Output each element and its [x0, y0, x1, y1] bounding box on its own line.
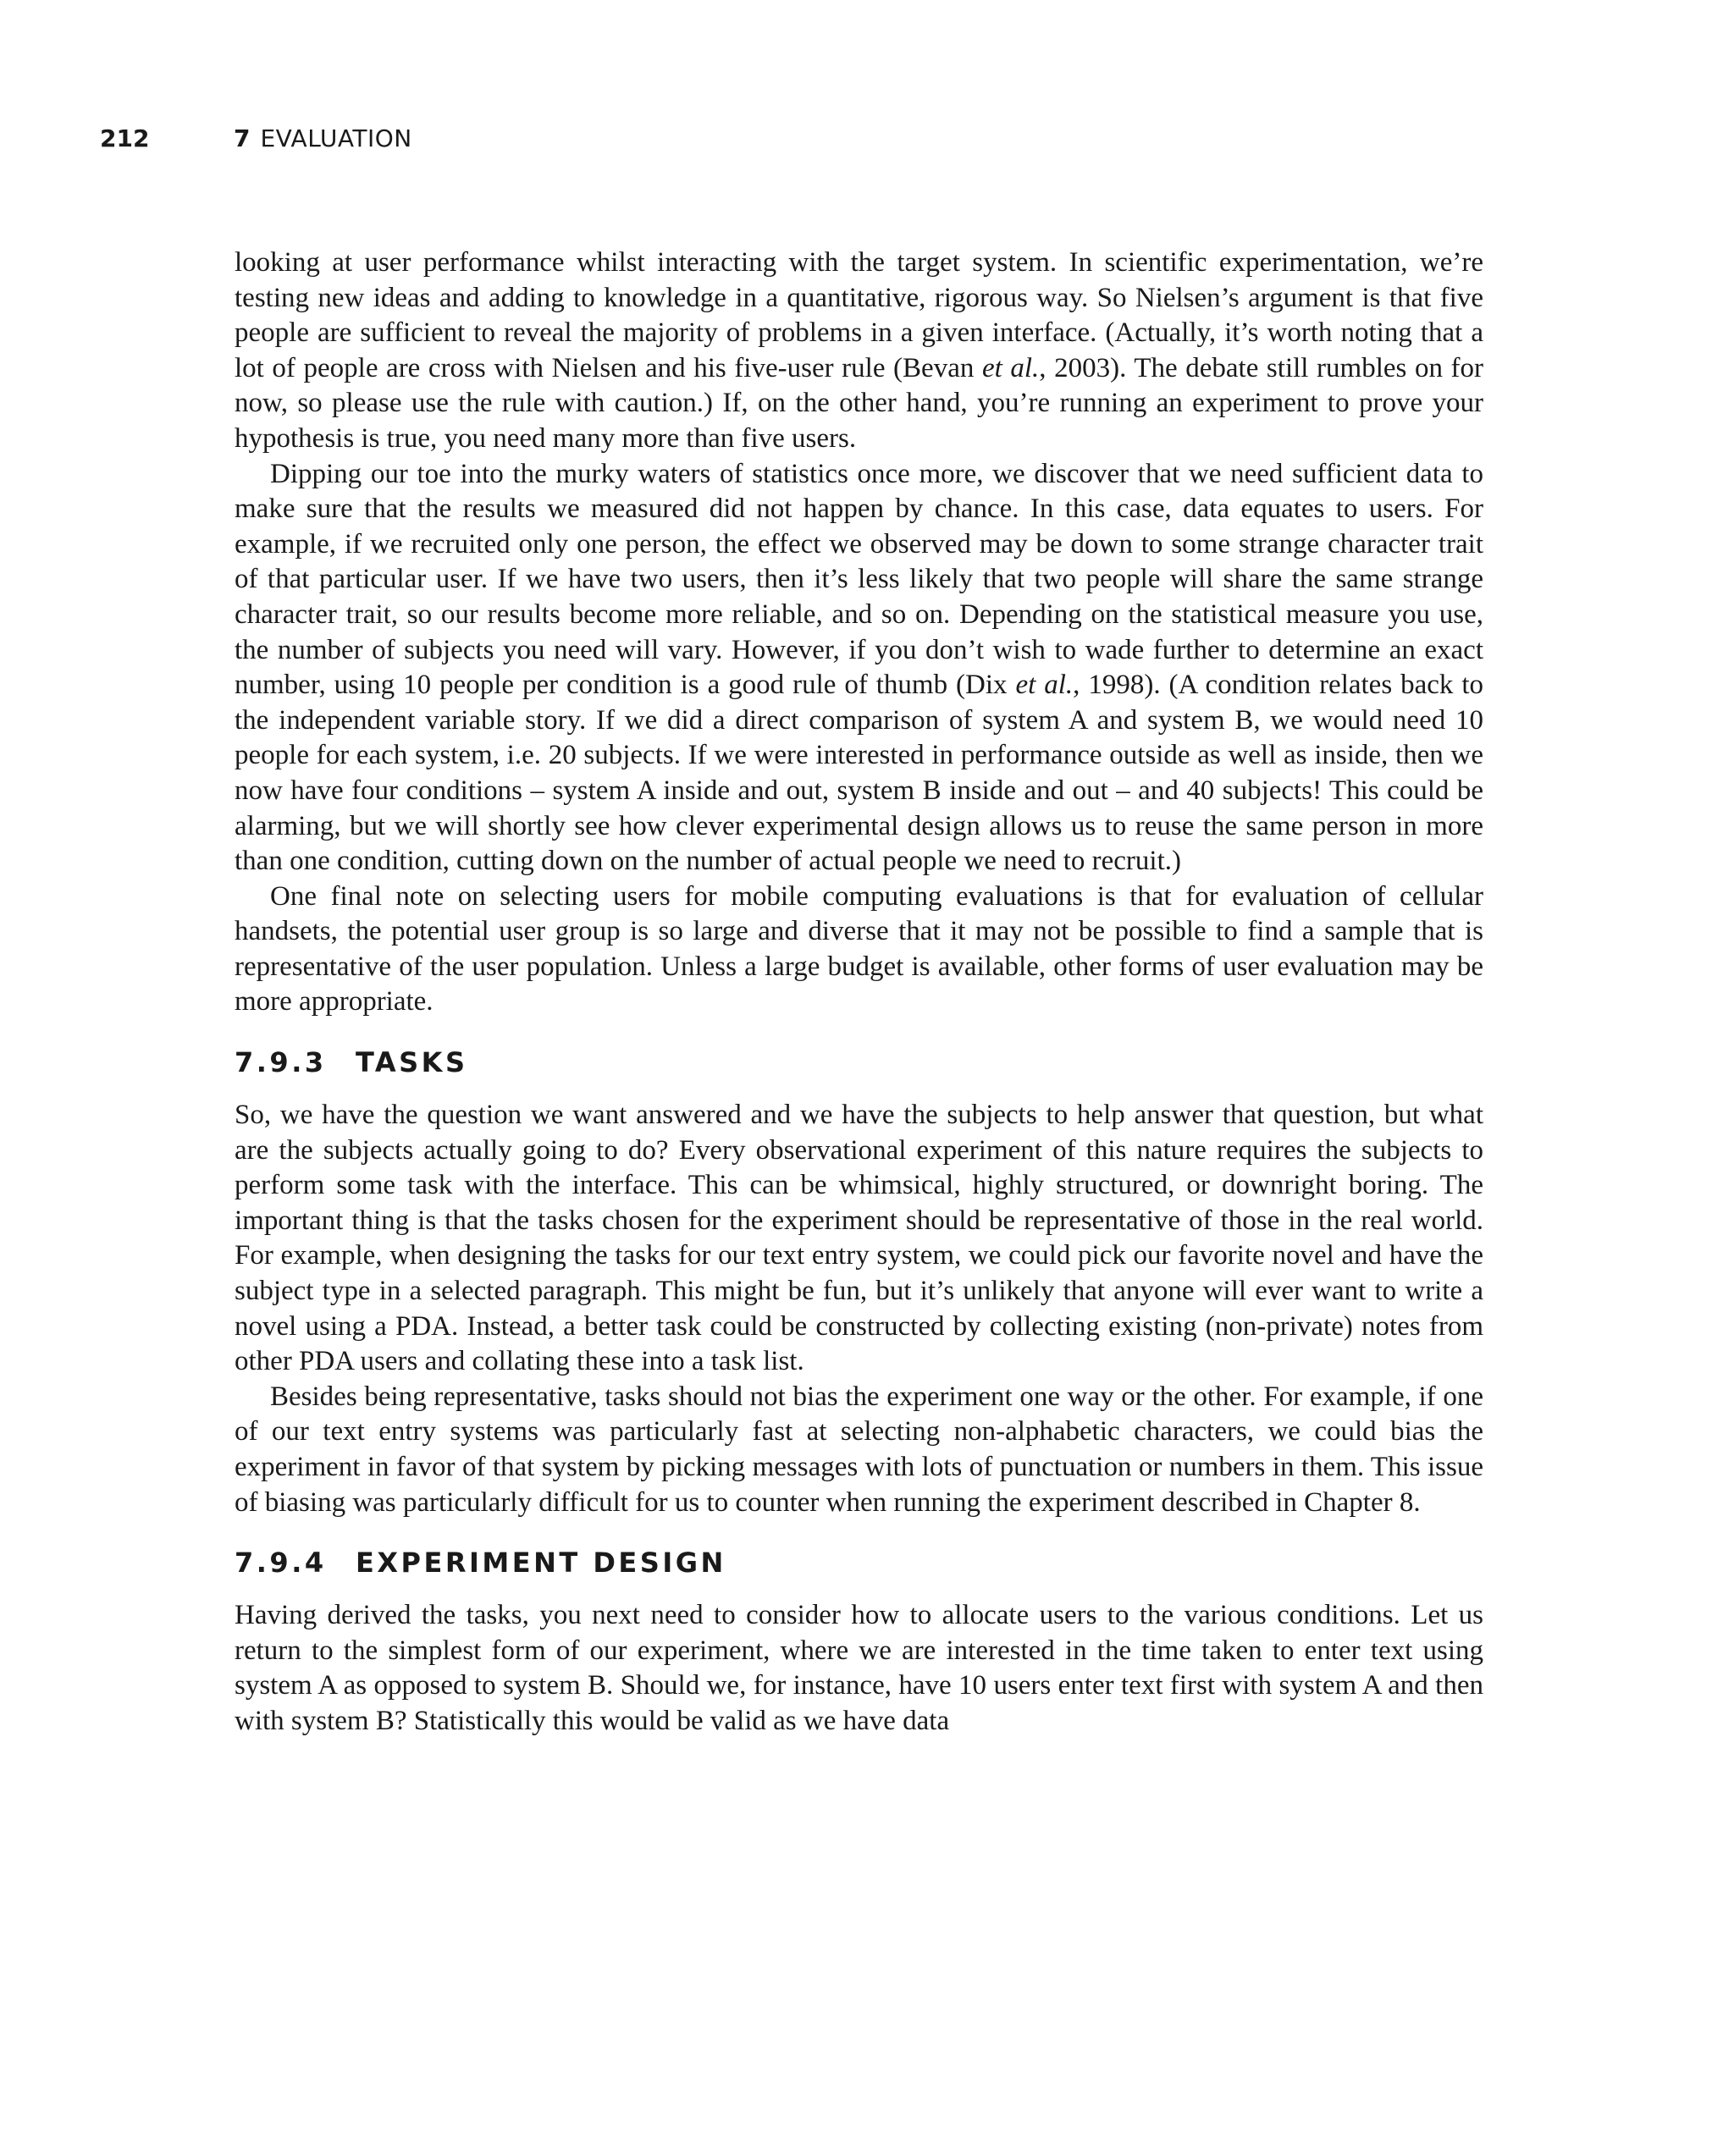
- chapter-title: EVALUATION: [260, 124, 412, 152]
- paragraph-final-note: One final note on selecting users for mobile computing evaluations is that for evaluation of cellular handsets, the potential user group is so large and diverse that it may not be possible to find a sample that is representative of the user population. Unless a large budget is available, other forms of user evaluation may be more appropriate.: [235, 880, 1483, 1017]
- running-head: [100, 124, 412, 154]
- paragraph-tasks-intro: So, we have the question we want answered and we have the subjects to help answer that question, but what are the subjects actually going to do? Every observational experiment of this nature requires the subjects to perform some task with the interface. This can be whimsical, highly structured, or downright boring. The important thing is that the tasks chosen for the experiment should be representative of those in the real world. For example, when designing the tasks for our text entry system, we could pick our favorite novel and have the subject type in a selected paragraph. This might be fun, but it’s unlikely that anyone will ever want to write a novel using a PDA. Instead, a better task could be constructed by collecting existing (non-private) notes from other PDA users and collating these into a task list.: [235, 1100, 1483, 1377]
- section-title: TASKS: [356, 1046, 468, 1079]
- section-heading-tasks: [235, 1045, 1483, 1079]
- section-number: 7.9.4: [235, 1547, 327, 1580]
- paragraph-statistics: [235, 457, 1483, 879]
- page-number: 212: [100, 124, 150, 152]
- paragraph-text: , 1998). (A condition relates back to the independent variable story. If we did a direct comparison of system A and system B, we would need 10 people for each system, i.e. 20 subjects. If we were interested in performance outside as well as inside, then we now have four conditions – system A inside and out, system B inside and out – and 40 subjects! This could be alarming, but we will shortly see how clever experimental design allows us to reuse the same person in more than one condition, cutting down on the number of actual people we need to recruit.): [235, 670, 1484, 877]
- paragraph-continued: [235, 245, 1483, 457]
- paragraph-text: , 2003). The debate still rumbles on for now, so please use the rule with caution.) If, on the other hand, you’re running an experiment to prove your hypothesis is true, you need many more than five users.: [235, 352, 1484, 454]
- paragraph-text: Dipping our toe into the murky waters of statistics once more, we discover that we need sufficient data to make sure that the results we measured did not happen by chance. In this case, data equates to users. For example, if we recruited only one person, the effect we observed may be down to some strange character trait of that particular user. If we have two users, then it’s less likely that two people will share the same strange character trait, so our results become more reliable, and so on. Depending on the statistical measure you use, the number of subjects you need will vary. However, if you don’t wish to wade further to determine an exact number, using 10 people per condition is a good rule of thumb (Dix: [235, 458, 1483, 701]
- chapter-number: 7: [234, 124, 251, 152]
- citation-et-al: et al.: [981, 352, 1040, 383]
- paragraph-tasks-bias: Besides being representative, tasks should not bias the experiment one way or the other. For example, if one of our text entry systems was particularly fast at selecting non-alphabetic characters, we could bias the experiment in favor of that system by picking messages with lots of punctuation or numbers in them. This issue of biasing was particularly difficult for us to counter when running the experiment described in Chapter 8.: [235, 1381, 1483, 1518]
- body-text: [235, 245, 1483, 1740]
- section-heading-experiment-design: [235, 1546, 1483, 1580]
- citation-et-al: et al.: [1015, 670, 1074, 701]
- section-title: EXPERIMENT DESIGN: [356, 1547, 726, 1580]
- paragraph-text: looking at user performance whilst interacting with the target system. In scientific experimentation, we’re testing new ideas and adding to knowledge in a quantitative, rigorous way. So Nielsen’s argument is that five people are sufficient to reveal the majority of problems in a given interface. (Actually, it’s worth noting that a lot of people are cross with Nielsen and his five-user rule (Bevan: [235, 247, 1483, 383]
- paragraph-design-intro: Having derived the tasks, you next need to consider how to allocate users to the various conditions. Let us return to the simplest form of our experiment, where we are interested in the time taken to enter text using system A as opposed to system B. Should we, for instance, have 10 users enter text first with system A and then with system B? Statistically this would be valid as we have data: [235, 1600, 1483, 1736]
- section-number: 7.9.3: [235, 1046, 327, 1079]
